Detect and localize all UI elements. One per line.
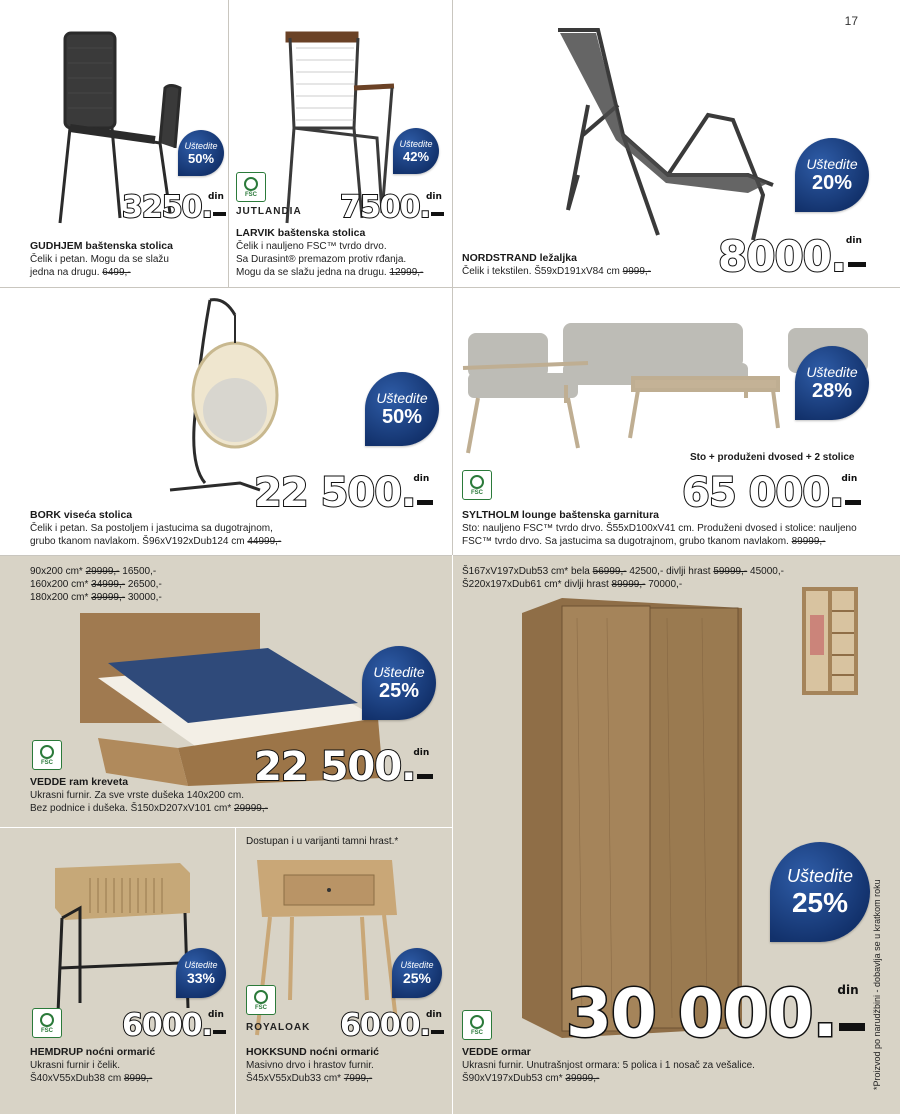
bork-info: BORK viseća stolica Čelik i petan. Sa postoljem i jastucima sa dugotrajnom, grubo tkanom navlakom. Š96xV192xDub124 cm 44999,-: [30, 509, 330, 548]
syltholm-discount-badge: Uštedite 28%: [795, 346, 869, 420]
divider-v1: [452, 0, 453, 555]
vedde-bed-title: VEDDE ram kreveta: [30, 776, 129, 788]
larvik-title: LARVIK baštenska stolica: [236, 227, 366, 239]
larvik-info: LARVIK baštenska stolica Čelik i nauljeno FSC™ tvrdo drvo. Sa Durasint® premazom protiv rđanja. Mogu da se slažu jedna na drugu. 12999,-: [236, 227, 450, 279]
gudhjem-discount-badge: Uštedite 50%: [178, 130, 224, 176]
hemdrup-old-price: 8999,-: [123, 1073, 153, 1084]
size-row: 180x200 cm* 39999,- 30000,-: [30, 592, 162, 603]
tree-icon: [244, 177, 258, 191]
bork-discount-badge: Uštedite 50%: [365, 372, 439, 446]
nordstrand-lounger-image: [548, 25, 778, 245]
tree-icon: [254, 990, 268, 1004]
hemdrup-title: HEMDRUP noćni ormarić: [30, 1046, 156, 1058]
syltholm-fsc-logo: FSC: [462, 470, 492, 500]
vedde-bed-fsc-logo: FSC: [32, 740, 62, 770]
hokksund-price: 6000. din: [340, 1008, 442, 1043]
bork-hanging-chair-image: [165, 295, 285, 495]
larvik-old-price: 12999,-: [389, 267, 424, 278]
vedde-wardrobe-old-price: 39999,-: [565, 1073, 600, 1084]
hemdrup-price: 6000. din: [122, 1008, 224, 1043]
syltholm-old-price: 89999,-: [791, 536, 826, 547]
vedde-wardrobe-variants: Š167xV197xDub53 cm* bela 56999,- 42500,- divlji hrast 59999,- 45000,- Š220x197xDub61 cm* divlji hrast 89999,- 70000,-: [462, 566, 784, 590]
vedde-bed-info: VEDDE ram kreveta Ukrasni furnir. Za sve vrste dušeka 140x200 cm. Bez podnice i dušeka. Š150xD207xV101 cm* 29999,-: [30, 776, 290, 815]
hemdrup-fsc-logo: FSC: [32, 1008, 62, 1038]
vedde-wardrobe-interior-image: [800, 585, 860, 697]
syltholm-title: SYLTHOLM lounge baštenska garnitura: [462, 509, 659, 521]
nordstrand-price: 8000. din: [718, 232, 846, 281]
tree-icon: [40, 745, 54, 759]
size-row: 90x200 cm* 29999,- 16500,-: [30, 566, 157, 577]
bork-old-price: 44999,-: [247, 536, 282, 547]
gudhjem-desc-2: jedna na drugu.: [30, 267, 100, 278]
larvik-fsc-logo: FSC: [236, 172, 266, 202]
vedde-wardrobe-discount-badge: Uštedite 25%: [770, 842, 870, 942]
nordstrand-old-price: 9999,-: [622, 266, 651, 277]
divider-h3: [0, 827, 452, 828]
nordstrand-info: NORDSTRAND ležaljka Čelik i tekstilen. Š59xD191xV84 cm 9999,-: [462, 252, 722, 278]
tree-icon: [40, 1013, 54, 1027]
bork-title: BORK viseća stolica: [30, 509, 133, 521]
larvik-price: 7500. din: [340, 190, 442, 225]
jutlandia-brand-logo: JUTLANDIA: [236, 206, 302, 217]
vedde-wardrobe-fsc-logo: FSC: [462, 1010, 492, 1040]
hokksund-title: HOKKSUND noćni ormarić: [246, 1046, 380, 1058]
divider-v4: [452, 555, 453, 1114]
hokksund-discount-badge: Uštedite 25%: [392, 948, 442, 998]
hemdrup-discount-badge: Uštedite 33%: [176, 948, 226, 998]
tree-icon: [470, 475, 484, 489]
size-row: 160x200 cm* 34999,- 26500,-: [30, 579, 162, 590]
syltholm-caption: Sto + produženi dvosed + 2 stolice: [690, 452, 855, 463]
royaloak-brand-logo: ROYALOAK: [246, 1022, 311, 1033]
hemdrup-info: HEMDRUP noćni ormarić Ukrasni furnir i čelik. Š40xV55xDub38 cm 8999,-: [30, 1046, 230, 1085]
tree-icon: [470, 1015, 484, 1029]
vedde-wardrobe-title: VEDDE ormar: [462, 1046, 531, 1058]
vedde-wardrobe-price: 30 000. din: [566, 975, 837, 1052]
gudhjem-desc-1: Čelik i petan. Mogu da se slažu: [30, 254, 169, 265]
hokksund-fsc-logo: FSC: [246, 985, 276, 1015]
divider-h1: [0, 287, 900, 288]
gudhjem-info: [30, 240, 220, 279]
gudhjem-title: GUDHJEM baštenska stolica: [30, 240, 173, 252]
vedde-bed-discount-badge: Uštedite 25%: [362, 646, 436, 720]
hokksund-variant-note: Dostupan i u varijanti tamni hrast.*: [246, 836, 399, 847]
vedde-bed-price: 22 500. din: [254, 744, 415, 790]
divider-v3: [235, 827, 236, 1114]
vedde-bed-sizes: [30, 565, 250, 604]
hokksund-old-price: 7999,-: [343, 1073, 373, 1084]
made-to-order-note: *Proizvod po narudžbini - dobavlja se u kratkom roku: [872, 879, 882, 1090]
gudhjem-price: 3250. din: [122, 190, 224, 225]
syltholm-info: SYLTHOLM lounge baštenska garnitura Sto: nauljeno FSC™ tvrdo drvo. Š55xD100xV41 cm. Produženi dvosed i stolice: nauljeno FSC™ tvrdo drvo. Sa jastucima sa dugotrajnom, grubo tkanom navlakom. 89999,-: [462, 509, 892, 548]
hokksund-info: HOKKSUND noćni ormarić Masivno drvo i hrastov furnir. Š45xV55xDub33 cm* 7999,-: [246, 1046, 446, 1085]
gudhjem-old-price: 6499,-: [102, 267, 131, 278]
page-number: 17: [844, 14, 858, 28]
larvik-discount-badge: Uštedite 42%: [393, 128, 439, 174]
vedde-wardrobe-image: [522, 598, 744, 1038]
syltholm-price: 65 000. din: [682, 470, 843, 516]
vedde-wardrobe-info: VEDDE ormar Ukrasni furnir. Unutrašnjost ormara: 5 polica i 1 nosač za vešalice. Š90xV197xDub53 cm* 39999,-: [462, 1046, 822, 1085]
hemdrup-nightstand-image: [50, 858, 195, 1018]
bork-price: 22 500. din: [254, 470, 415, 516]
nordstrand-title: NORDSTRAND ležaljka: [462, 252, 577, 264]
nordstrand-discount-badge: Uštedite 20%: [795, 138, 869, 212]
divider-v2: [228, 0, 229, 287]
din-label: din: [207, 192, 224, 202]
vedde-bed-old-price: 29999,-: [234, 803, 268, 814]
divider-h2: [0, 555, 900, 556]
